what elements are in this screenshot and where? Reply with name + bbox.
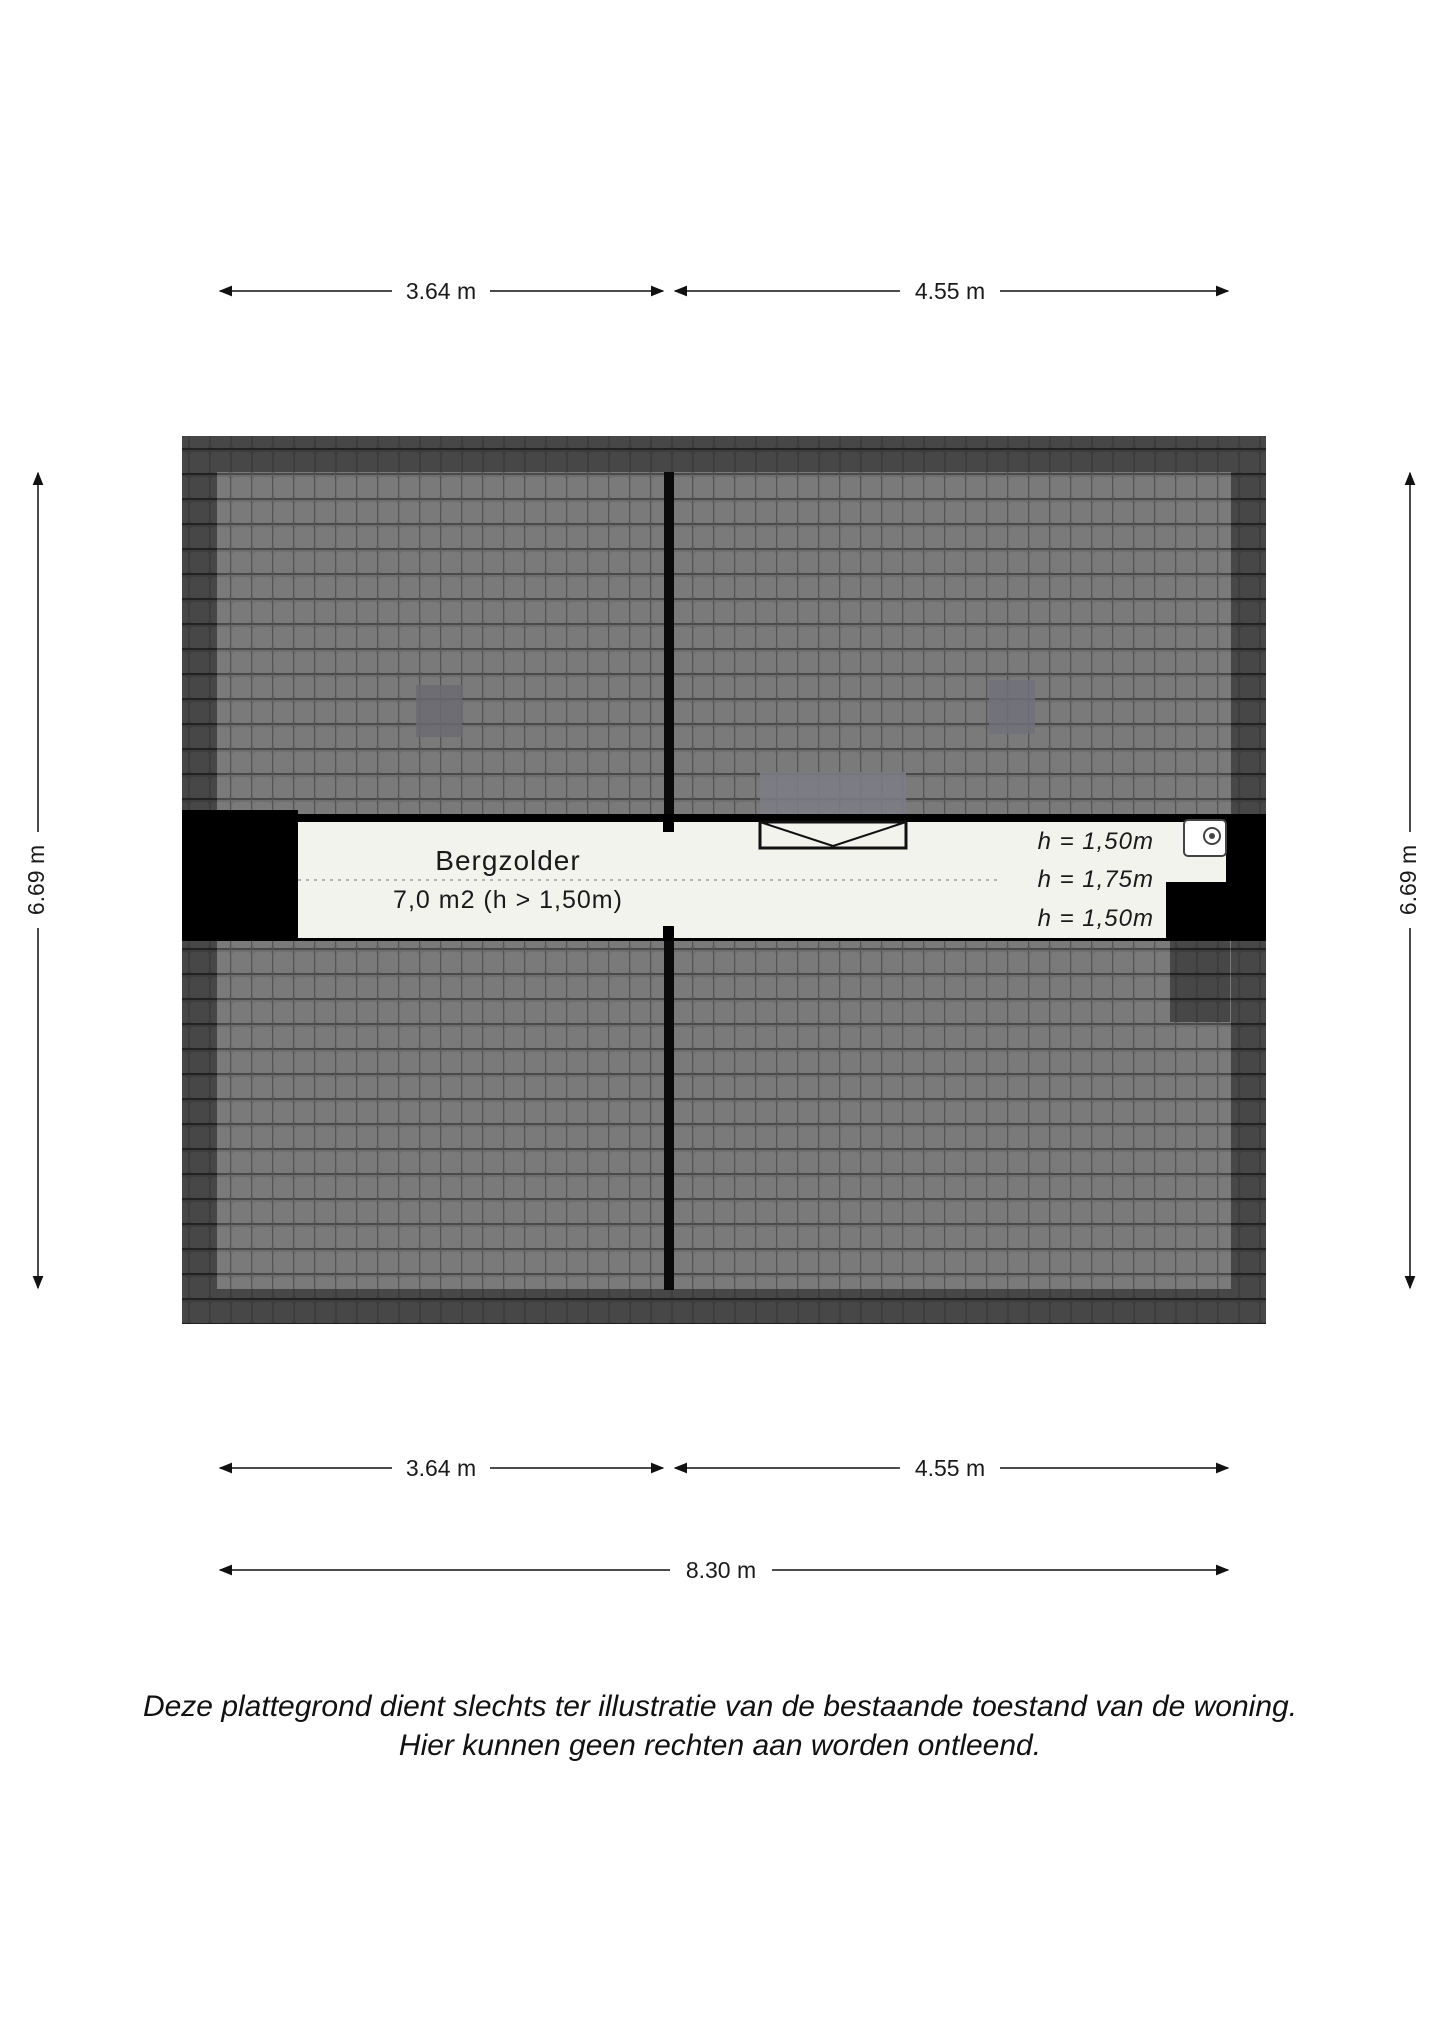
dimension-left (23, 473, 49, 1288)
disclaimer-line-2: Hier kunnen geen rechten aan worden ontleend. (398, 1729, 1042, 1762)
dim-top-right: 4.55 m (914, 278, 986, 304)
dim-bottom-right: 4.55 m (914, 1455, 986, 1481)
dim-bottom-total: 8.30 m (685, 1557, 757, 1583)
dim-bottom-left: 3.64 m (405, 1455, 477, 1481)
dimension-top (220, 278, 1228, 304)
wall-block-left (182, 810, 298, 940)
height-label-2: h = 1,75m (1037, 866, 1154, 893)
disclaimer-line-1: Deze plattegrond dient slechts ter illustratie van de bestaande toestand van de woning. (142, 1690, 1298, 1723)
stair-symbol (760, 822, 906, 848)
dimension-bottom (220, 1455, 1228, 1583)
skylight-left (416, 685, 462, 737)
dim-left: 6.69 m (23, 844, 50, 916)
room-area: 7,0 m2 (h > 1,50m) (393, 886, 623, 914)
boiler-icon (1184, 820, 1226, 856)
wall-block-right (1166, 882, 1266, 940)
dim-right: 6.69 m (1395, 844, 1422, 916)
height-label-1: h = 1,50m (1037, 828, 1154, 855)
dimension-right (1395, 473, 1421, 1288)
skylight-right (989, 680, 1035, 734)
dim-top-left: 3.64 m (405, 278, 477, 304)
room-name: Bergzolder (435, 845, 581, 876)
height-label-3: h = 1,50m (1037, 905, 1154, 932)
